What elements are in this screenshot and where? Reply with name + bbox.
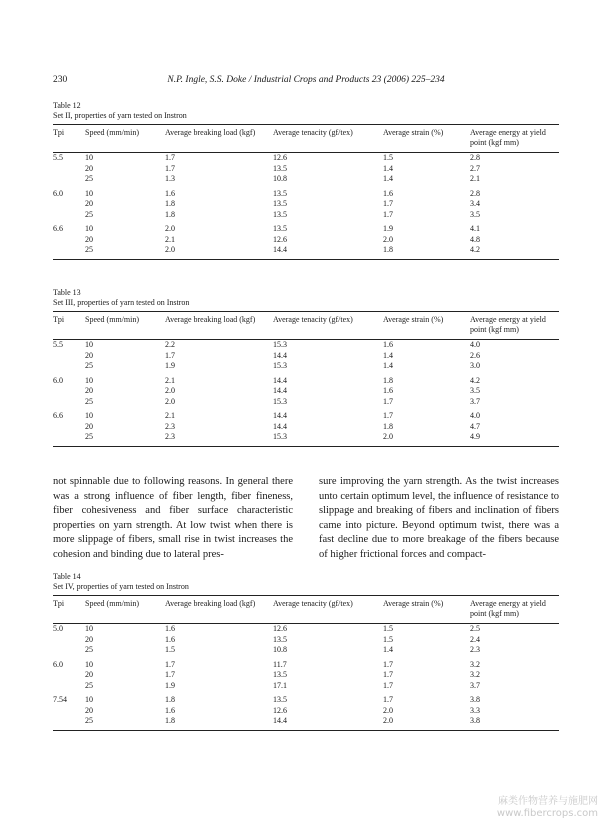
cell-strain: 1.7 (383, 199, 393, 208)
table-number: Table 12 (53, 101, 81, 110)
table-row (53, 174, 559, 185)
col-header-tpi: Tpi (53, 596, 85, 624)
cell-breaking: 1.7 (165, 670, 175, 679)
cell-strain: 1.7 (383, 695, 393, 704)
cell-strain: 1.8 (383, 375, 393, 385)
data-table (53, 595, 559, 731)
cell-breaking: 1.6 (165, 705, 175, 715)
cell-tpi: 5.0 (53, 624, 63, 633)
cell-breaking: 2.0 (165, 386, 175, 395)
cell-tenacity: 13.5 (273, 224, 287, 233)
running-head: N.P. Ingle, S.S. Doke / Industrial Crops and Products 23 (2006) 225–234 (167, 75, 445, 85)
cell-speed: 10 (85, 340, 93, 349)
table-number: Table 13 (53, 288, 81, 297)
cell-tenacity: 17.1 (273, 680, 287, 690)
cell-energy: 2.8 (470, 153, 480, 162)
cell-energy: 3.4 (470, 199, 480, 208)
cell-tenacity: 13.5 (273, 209, 287, 219)
cell-energy: 3.3 (470, 705, 480, 715)
cell-strain: 1.4 (383, 174, 393, 183)
cell-tpi (53, 635, 85, 646)
page-number: 230 (53, 75, 68, 85)
cell-tpi (53, 386, 85, 397)
cell-strain: 1.7 (383, 209, 393, 219)
col-header-speed: Speed (mm/min) (85, 125, 165, 153)
cell-strain: 1.7 (383, 659, 393, 669)
table-row (53, 220, 559, 235)
cell-tpi: 6.0 (53, 188, 63, 198)
cell-energy: 4.0 (470, 340, 480, 349)
table-row (53, 716, 559, 730)
cell-strain: 1.4 (383, 163, 393, 173)
watermark-line: www.fibercrops.com (496, 808, 598, 819)
cell-tenacity: 14.4 (273, 386, 287, 395)
cell-tpi (53, 422, 85, 433)
table-row (53, 422, 559, 433)
watermark-line: 麻类作物营养与施肥网 (498, 796, 598, 807)
table-row (53, 645, 559, 656)
cell-speed: 20 (85, 234, 93, 244)
cell-energy: 3.2 (470, 670, 480, 679)
table-row (53, 361, 559, 372)
cell-energy: 4.2 (470, 245, 559, 259)
col-header-strain: Average strain (%) (383, 125, 470, 153)
cell-strain: 1.5 (383, 153, 393, 162)
watermark (497, 796, 598, 820)
table-row (53, 670, 559, 681)
table-caption: Set II, properties of yarn tested on Instron (53, 111, 187, 120)
col-header-energy: Average energy at yield point (kgf mm) (470, 312, 559, 340)
cell-speed: 25 (85, 174, 93, 183)
cell-breaking: 2.3 (165, 432, 273, 446)
cell-energy: 2.1 (470, 174, 480, 183)
table-row (53, 386, 559, 397)
table-row (53, 340, 559, 351)
cell-speed: 10 (85, 659, 93, 669)
table-row (53, 624, 559, 635)
cell-tpi: 6.6 (53, 224, 63, 233)
cell-tpi: 6.0 (53, 659, 63, 669)
cell-energy: 3.5 (470, 209, 480, 219)
cell-tpi: 6.0 (53, 375, 63, 385)
cell-tenacity: 15.3 (273, 340, 287, 349)
cell-strain: 2.0 (383, 705, 393, 715)
cell-strain: 1.8 (383, 245, 470, 259)
cell-tpi (53, 716, 85, 730)
cell-strain: 1.6 (383, 188, 393, 198)
cell-breaking: 1.7 (165, 153, 175, 162)
cell-strain: 1.5 (383, 624, 393, 633)
cell-speed: 10 (85, 695, 93, 704)
cell-breaking: 1.6 (165, 624, 175, 633)
table-row (53, 656, 559, 671)
table-row (53, 185, 559, 200)
cell-tenacity: 14.4 (273, 245, 383, 259)
table-number: Table 14 (53, 572, 81, 581)
cell-strain: 1.6 (383, 340, 393, 349)
cell-breaking: 1.5 (165, 645, 175, 654)
cell-tpi (53, 706, 85, 717)
cell-breaking: 1.7 (165, 163, 175, 173)
cell-tpi: 5.5 (53, 153, 63, 162)
col-header-tenacity: Average tenacity (gf/tex) (273, 312, 383, 340)
cell-speed: 25 (85, 396, 93, 406)
cell-energy: 2.4 (470, 634, 480, 644)
cell-breaking: 1.8 (165, 199, 175, 208)
data-table (53, 311, 559, 447)
table-row (53, 635, 559, 646)
cell-energy: 4.7 (470, 421, 480, 431)
cell-breaking: 2.0 (165, 245, 273, 259)
cell-tpi: 6.6 (53, 411, 63, 420)
cell-tpi (53, 164, 85, 175)
cell-speed: 10 (85, 624, 93, 633)
table-row (53, 245, 559, 259)
cell-speed: 20 (85, 386, 93, 395)
cell-strain: 2.0 (383, 234, 393, 244)
cell-tpi: 5.5 (53, 340, 63, 349)
table-row (53, 681, 559, 692)
cell-energy: 4.0 (470, 411, 480, 420)
cell-speed: 25 (85, 432, 165, 446)
cell-speed: 20 (85, 350, 93, 360)
table-caption: Set IV, properties of yarn tested on Instron (53, 582, 189, 591)
cell-tpi (53, 351, 85, 362)
cell-tpi (53, 210, 85, 221)
cell-energy: 3.2 (470, 659, 480, 669)
table-row (53, 706, 559, 717)
table-row (53, 407, 559, 422)
cell-tenacity: 12.6 (273, 234, 287, 244)
cell-speed: 10 (85, 153, 93, 162)
cell-energy: 4.2 (470, 375, 480, 385)
cell-tenacity: 14.4 (273, 350, 287, 360)
cell-speed: 10 (85, 224, 93, 233)
cell-tenacity: 15.3 (273, 432, 383, 446)
col-header-speed: Speed (mm/min) (85, 596, 165, 624)
col-header-strain: Average strain (%) (383, 312, 470, 340)
cell-breaking: 2.1 (165, 411, 175, 420)
cell-tenacity: 13.5 (273, 695, 287, 704)
table-row (53, 691, 559, 706)
cell-tenacity: 14.4 (273, 411, 287, 420)
cell-energy: 2.6 (470, 350, 480, 360)
cell-strain: 2.0 (383, 432, 470, 446)
cell-strain: 1.4 (383, 645, 393, 654)
cell-breaking: 2.0 (165, 396, 175, 406)
data-table (53, 124, 559, 260)
body-column-left: not spinnable due to following reasons. In general there was a strong influence of fiber length, fiber fineness, fiber cohesiveness and fiber surface characteristic properties on yarn strength. At low twist when there is more slippage of fibers, small rise in twist increases the cohesion and binding due to lateral pres- (53, 476, 293, 560)
cell-speed: 20 (85, 163, 93, 173)
cell-speed: 25 (85, 645, 93, 654)
cell-tpi (53, 645, 85, 656)
cell-energy: 3.8 (470, 716, 559, 730)
cell-speed: 25 (85, 361, 93, 370)
cell-speed: 10 (85, 411, 93, 420)
cell-breaking: 1.9 (165, 680, 175, 690)
table-14 (53, 572, 559, 731)
cell-tenacity: 14.4 (273, 716, 383, 730)
cell-speed: 20 (85, 670, 93, 679)
cell-tenacity: 13.5 (273, 163, 287, 173)
cell-energy: 3.0 (470, 361, 480, 370)
table-caption: Set III, properties of yarn tested on Instron (53, 298, 190, 307)
table-row (53, 372, 559, 387)
cell-tpi (53, 670, 85, 681)
cell-breaking: 1.8 (165, 209, 175, 219)
table-row (53, 235, 559, 246)
cell-energy: 4.1 (470, 224, 480, 233)
cell-strain: 1.7 (383, 670, 393, 679)
cell-energy: 3.5 (470, 386, 480, 395)
col-header-breaking: Average breaking load (kgf) (165, 125, 273, 153)
cell-tpi (53, 235, 85, 246)
cell-energy: 4.8 (470, 234, 480, 244)
cell-tpi (53, 199, 85, 210)
body-column-right: sure improving the yarn strength. As the twist increases unto certain optimum level, the influence of resistance to slippage and breaking of fibers and inclination of fibers came into picture. Beyond optimum twist, there was a fast decline due to more breakage of the fibers because of higher frictional forces and compact- (319, 476, 559, 560)
cell-breaking: 1.7 (165, 659, 175, 669)
cell-tpi (53, 397, 85, 408)
cell-speed: 25 (85, 680, 93, 690)
cell-tenacity: 15.3 (273, 361, 287, 370)
cell-energy: 4.9 (470, 432, 559, 446)
cell-breaking: 1.3 (165, 174, 175, 183)
cell-energy: 2.7 (470, 163, 480, 173)
cell-strain: 1.8 (383, 421, 393, 431)
cell-tenacity: 14.4 (273, 375, 287, 385)
cell-strain: 1.4 (383, 350, 393, 360)
cell-breaking: 1.6 (165, 188, 175, 198)
cell-breaking: 1.7 (165, 350, 175, 360)
cell-strain: 2.0 (383, 716, 470, 730)
cell-tpi: 7.54 (53, 695, 67, 704)
table-row (53, 153, 559, 164)
cell-energy: 2.5 (470, 624, 480, 633)
cell-strain: 1.5 (383, 634, 393, 644)
cell-tpi (53, 174, 85, 185)
cell-speed: 10 (85, 375, 93, 385)
table-row (53, 199, 559, 210)
cell-tpi (53, 361, 85, 372)
cell-breaking: 2.1 (165, 234, 175, 244)
cell-strain: 1.4 (383, 361, 393, 370)
col-header-tenacity: Average tenacity (gf/tex) (273, 125, 383, 153)
cell-breaking: 1.6 (165, 634, 175, 644)
cell-tenacity: 10.8 (273, 645, 287, 654)
cell-speed: 10 (85, 188, 93, 198)
cell-speed: 20 (85, 421, 93, 431)
cell-tenacity: 10.8 (273, 174, 287, 183)
cell-strain: 1.9 (383, 224, 393, 233)
cell-breaking: 2.0 (165, 224, 175, 233)
cell-energy: 2.8 (470, 188, 480, 198)
col-header-energy: Average energy at yield point (kgf mm) (470, 125, 559, 153)
col-header-tpi: Tpi (53, 125, 85, 153)
cell-speed: 20 (85, 705, 93, 715)
cell-speed: 25 (85, 209, 93, 219)
cell-breaking: 2.3 (165, 421, 175, 431)
cell-tpi (53, 681, 85, 692)
cell-speed: 20 (85, 199, 93, 208)
cell-tenacity: 14.4 (273, 421, 287, 431)
cell-strain: 1.7 (383, 680, 393, 690)
cell-strain: 1.7 (383, 396, 393, 406)
cell-tenacity: 13.5 (273, 199, 287, 208)
cell-tenacity: 13.5 (273, 188, 287, 198)
cell-energy: 3.7 (470, 396, 480, 406)
cell-energy: 3.8 (470, 695, 480, 704)
cell-tenacity: 11.7 (273, 659, 287, 669)
cell-tenacity: 13.5 (273, 670, 287, 679)
cell-tenacity: 13.5 (273, 634, 287, 644)
body-text (53, 475, 559, 563)
col-header-energy: Average energy at yield point (kgf mm) (470, 596, 559, 624)
cell-breaking: 2.2 (165, 340, 175, 349)
table-row (53, 164, 559, 175)
table-row (53, 210, 559, 221)
cell-tenacity: 12.6 (273, 705, 287, 715)
cell-tpi (53, 245, 85, 259)
cell-tenacity: 15.3 (273, 396, 287, 406)
cell-breaking: 1.8 (165, 716, 273, 730)
col-header-tpi: Tpi (53, 312, 85, 340)
cell-breaking: 2.1 (165, 375, 175, 385)
col-header-breaking: Average breaking load (kgf) (165, 312, 273, 340)
cell-energy: 3.7 (470, 680, 480, 690)
table-row (53, 351, 559, 362)
cell-speed: 25 (85, 245, 165, 259)
cell-tenacity: 12.6 (273, 624, 287, 633)
cell-breaking: 1.9 (165, 361, 175, 370)
cell-speed: 25 (85, 716, 165, 730)
cell-speed: 20 (85, 634, 93, 644)
table-row (53, 397, 559, 408)
col-header-strain: Average strain (%) (383, 596, 470, 624)
col-header-tenacity: Average tenacity (gf/tex) (273, 596, 383, 624)
col-header-breaking: Average breaking load (kgf) (165, 596, 273, 624)
table-row (53, 432, 559, 446)
table-13 (53, 288, 559, 447)
table-12 (53, 101, 559, 260)
cell-strain: 1.6 (383, 386, 393, 395)
cell-tpi (53, 432, 85, 446)
cell-strain: 1.7 (383, 411, 393, 420)
col-header-speed: Speed (mm/min) (85, 312, 165, 340)
cell-energy: 2.3 (470, 645, 480, 654)
cell-tenacity: 12.6 (273, 153, 287, 162)
cell-breaking: 1.8 (165, 695, 175, 704)
